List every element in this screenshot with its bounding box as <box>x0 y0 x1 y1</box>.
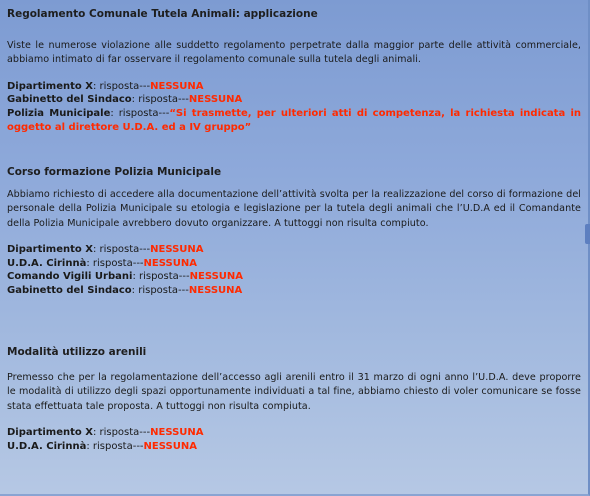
response-separator: : risposta--- <box>131 94 189 106</box>
section-paragraph: Abbiamo richiesto di accedere alla documentazione dell’attività svolta per la realizzazione del corso di formazione del personale della Polizia Municipale su etologia e legislazione per la tutela degli animali che l’U.D.A ed il Comandante della Polizia Municipale avrebbero dovuto organizzare. A tuttoggi non risulta compiuto. <box>7 189 581 229</box>
response-recipient: Dipartimento X <box>7 426 93 438</box>
response-line <box>7 440 581 454</box>
response-separator: : risposta--- <box>86 440 144 452</box>
response-recipient: Gabinetto del Sindaco <box>7 285 132 297</box>
section-title: Modalità utilizzo arenili <box>7 346 147 358</box>
response-answer: NESSUNA <box>150 80 204 92</box>
section-paragraph: Viste le numerose violazione alle suddetto regolamento perpetrate dalla maggior parte delle attività commerciale, abbiamo intimato di far osservare il regolamento comunale sulla tutela degli animali. <box>7 40 581 66</box>
response-separator: : risposta--- <box>132 271 190 283</box>
response-separator: : risposta--- <box>92 426 151 438</box>
document-body <box>7 7 581 453</box>
response-answer: NESSUNA <box>188 94 243 106</box>
response-answer: NESSUNA <box>150 426 204 438</box>
response-separator: : risposta--- <box>86 257 144 269</box>
section-regolamento <box>7 7 581 165</box>
response-recipient: Comando Vigili Urbani <box>7 271 133 283</box>
response-line <box>7 270 581 284</box>
response-line <box>7 93 581 107</box>
response-recipient: U.D.A. Cirinnà <box>7 440 87 452</box>
response-line <box>7 257 581 271</box>
response-line <box>7 243 581 257</box>
section-paragraph: Premesso che per la regolamentazione dell’accesso agli arenili entro il 31 marzo di ogni anno l’U.D.A. deve proporre le modalità di utilizzo degli spazi opportunamente individuati a tal fine, abbiamo chiesto di voler comunicare se fosse stata effettuata tale proposta. A tuttoggi non risulta compiuta. <box>7 372 581 412</box>
response-line <box>7 284 581 298</box>
response-recipient: Dipartimento X <box>7 80 93 92</box>
response-answer: NESSUNA <box>150 243 204 255</box>
section-title: Regolamento Comunale Tutela Animali: applicazione <box>7 8 318 20</box>
response-answer: NESSUNA <box>143 440 197 452</box>
response-recipient: U.D.A. Cirinnà <box>7 257 87 269</box>
response-line <box>7 107 581 135</box>
response-answer: NESSUNA <box>143 257 197 269</box>
response-recipient: Dipartimento X <box>7 243 93 255</box>
section-corso-formazione <box>7 165 581 345</box>
section-arenili <box>7 345 581 453</box>
response-separator: : risposta--- <box>92 243 151 255</box>
response-line <box>7 426 581 440</box>
response-separator: : risposta--- <box>110 108 170 120</box>
scrollbar-tab[interactable] <box>585 224 590 244</box>
response-separator: : risposta--- <box>131 285 189 297</box>
response-line <box>7 80 581 94</box>
response-separator: : risposta--- <box>92 80 151 92</box>
response-answer: NESSUNA <box>189 271 244 283</box>
response-recipient: Gabinetto del Sindaco <box>7 94 132 106</box>
response-answer: NESSUNA <box>188 285 243 297</box>
response-answer: “Si trasmette, per ulteriori atti di competenza, la richiesta indicata in oggetto al direttore U.D.A. ed a IV gruppo” <box>7 108 582 133</box>
response-recipient: Polizia Municipale <box>7 108 111 120</box>
section-title: Corso formazione Polizia Municipale <box>7 166 222 178</box>
